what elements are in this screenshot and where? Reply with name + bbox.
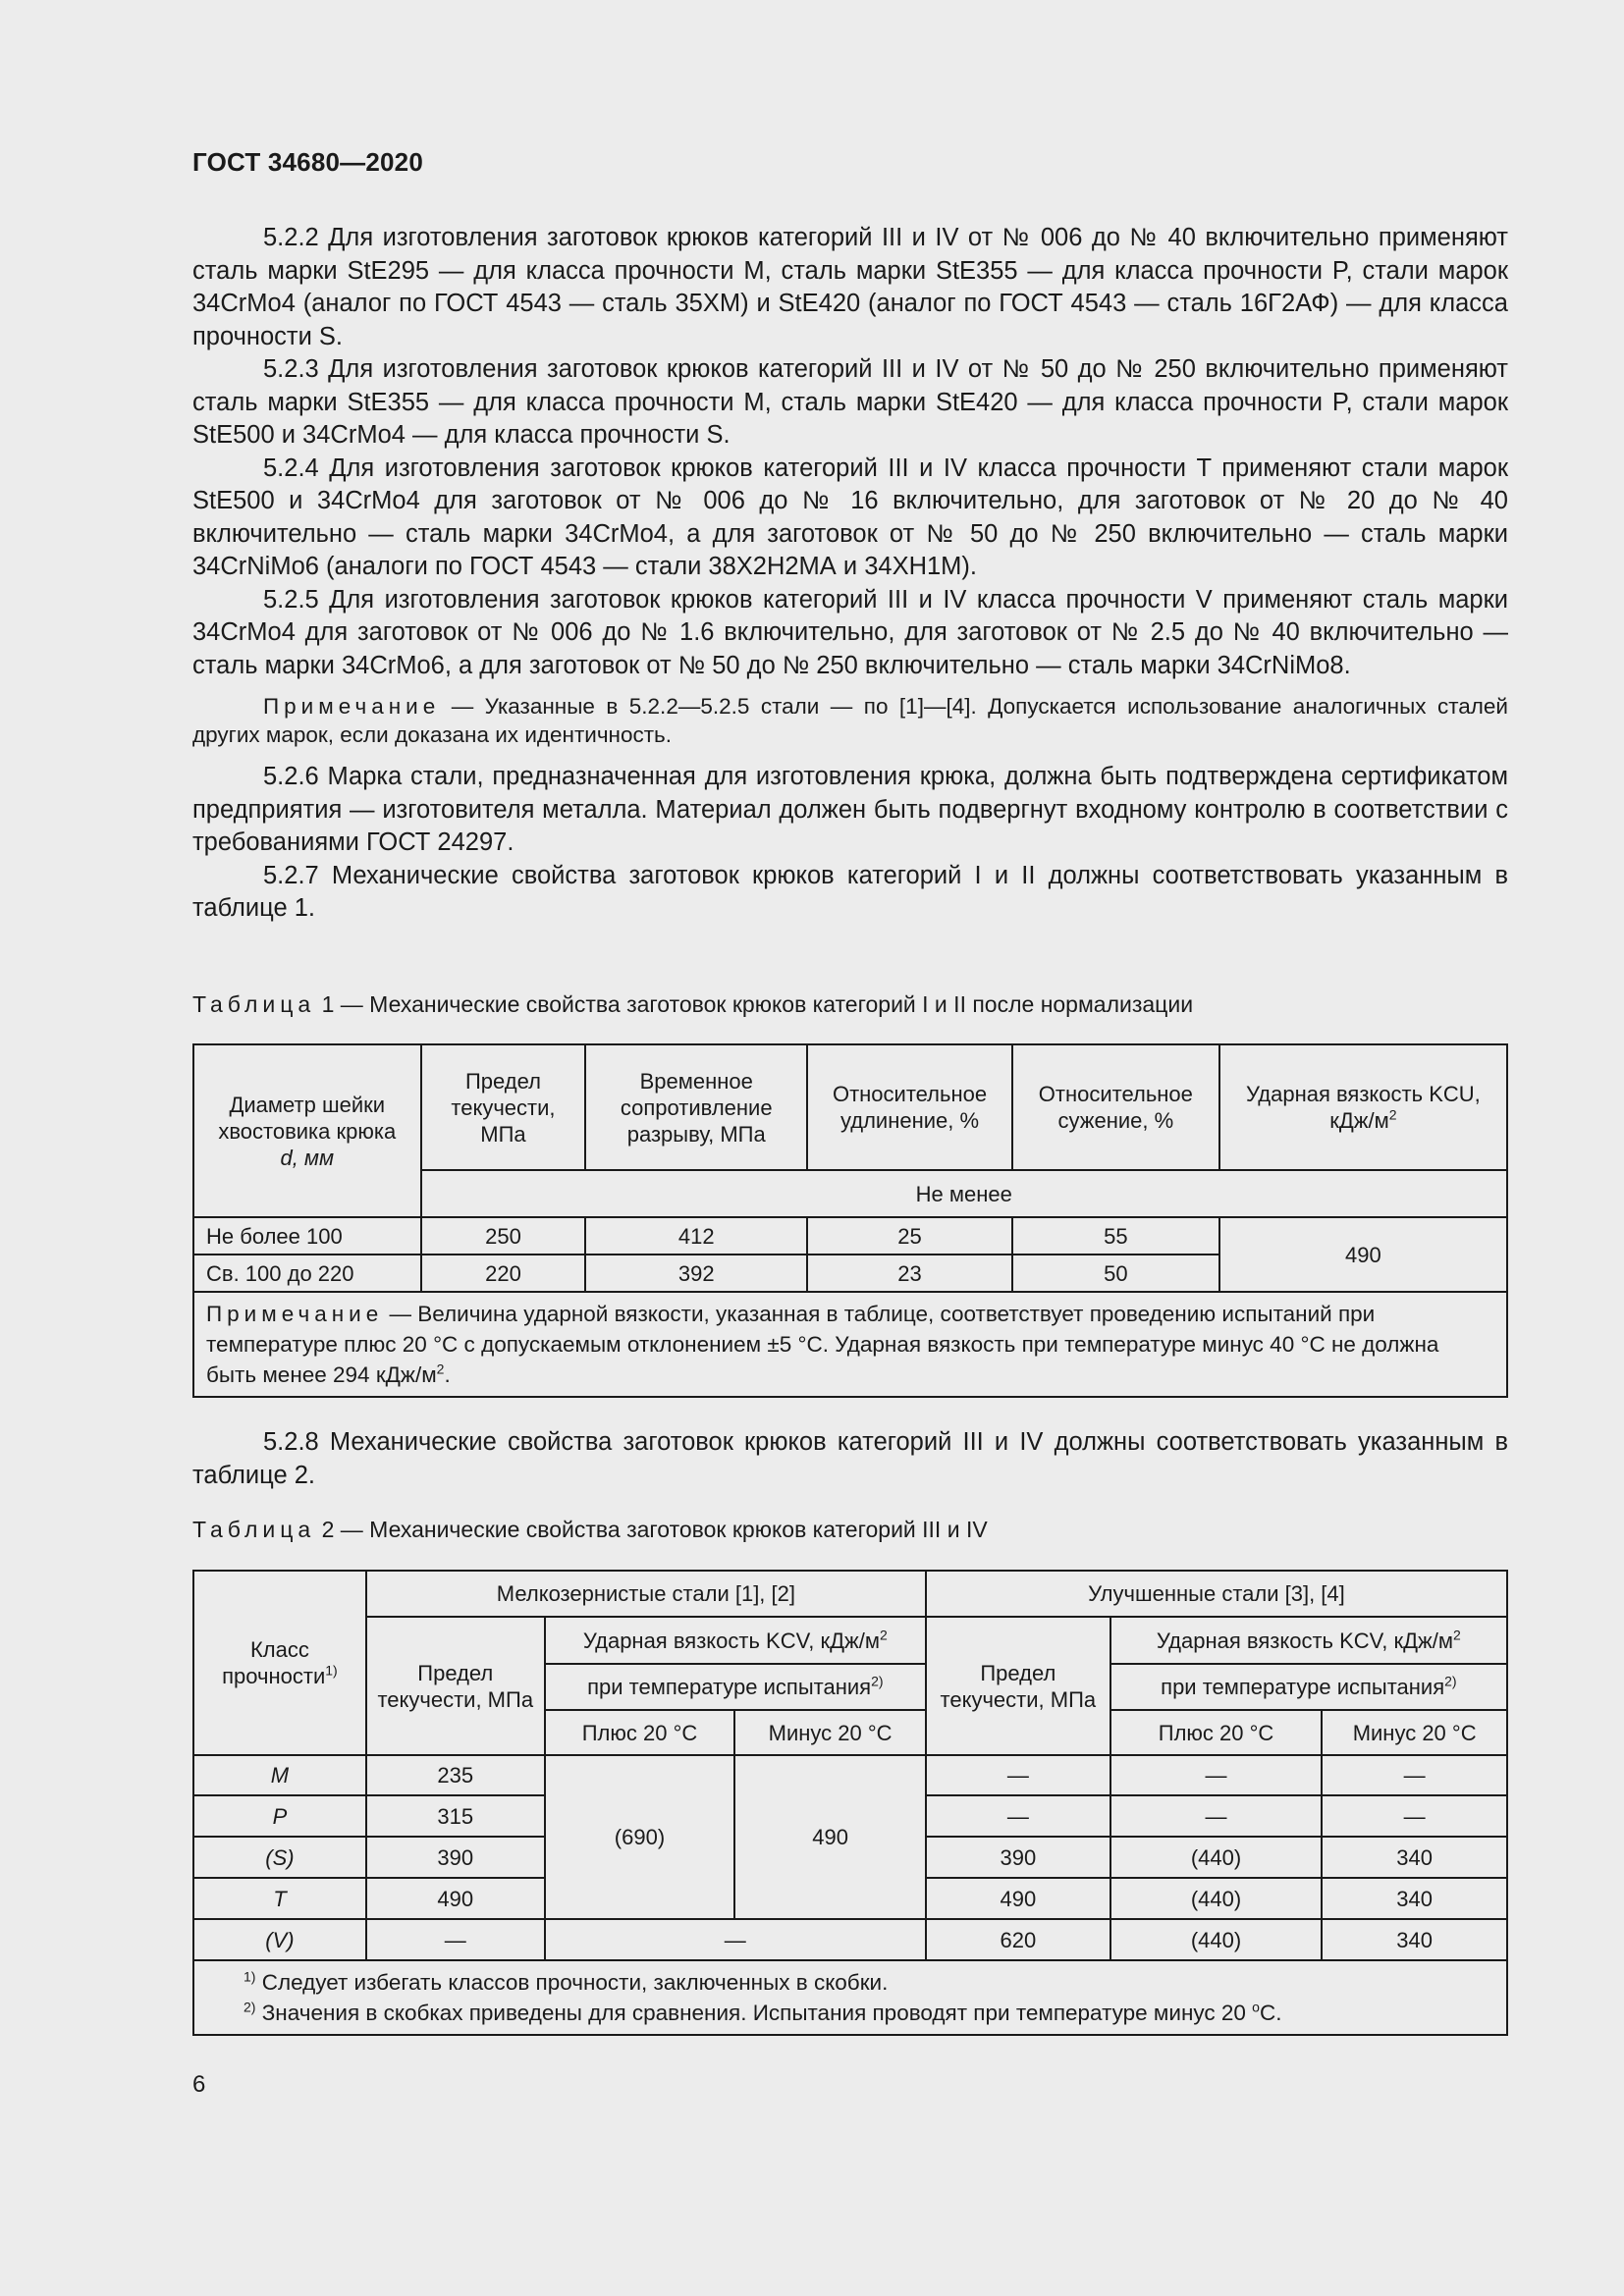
t2-row-v-imp-yield: 620: [926, 1919, 1110, 1960]
t2-header-yield-improved: Предел текучести, МПа: [926, 1617, 1110, 1755]
t2-row-s-yield: 390: [366, 1837, 545, 1878]
t2-row-p-class: P: [193, 1795, 366, 1837]
body-text-2: [192, 1426, 1508, 1492]
t2-row-p-imp-plus: —: [1110, 1795, 1323, 1837]
doc-header: ГОСТ 34680—2020: [192, 147, 423, 177]
t2-header-class: Класс прочности$^{1)}$: [193, 1571, 366, 1755]
table1-caption-label: Таблица: [192, 991, 316, 1017]
t2-row-t-imp-plus: (440): [1110, 1878, 1323, 1919]
t1-header-elongation: Относительное удлинение, %: [807, 1044, 1012, 1170]
t1-row1-yield: 250: [421, 1217, 586, 1255]
t1-row1-reduction: 55: [1012, 1217, 1219, 1255]
t2-header-fine: Мелкозернистые стали [1], [2]: [366, 1571, 926, 1617]
t2-row-s-imp-minus: 340: [1322, 1837, 1507, 1878]
body-text: [192, 222, 1508, 926]
t2-row-s-imp-plus: (440): [1110, 1837, 1323, 1878]
t2-row-m-class: M: [193, 1755, 366, 1795]
t2-row-m-yield: 235: [366, 1755, 545, 1795]
paragraph-5-2-7: 5.2.7 Механические свойства заготовок крюков категорий I и II должны соответствовать указанным в таблице 1.: [192, 861, 1508, 922]
t1-row2-diameter: Св. 100 до 220: [193, 1255, 421, 1292]
t2-row-p-imp-yield: —: [926, 1795, 1110, 1837]
t2-row-t-imp-minus: 340: [1322, 1878, 1507, 1919]
t2-row-v-yield: —: [366, 1919, 545, 1960]
t2-footnote-2: $^{2)}$ Значения в скобках приведены для сравнения. Испытания проводят при температуре минус 20 $^о$С.: [244, 1999, 1282, 2025]
t1-row2-elongation: 23: [807, 1255, 1012, 1292]
t1-header-reduction: Относительное сужение, %: [1012, 1044, 1219, 1170]
t2-header-impact-improved: Ударная вязкость KCV, кДж/$м^2$: [1110, 1617, 1507, 1664]
table2-caption: [192, 1517, 988, 1543]
t2-header-plus20-improved: Плюс 20 °С: [1110, 1710, 1323, 1755]
t2-row-m-imp-yield: —: [926, 1755, 1110, 1795]
t2-row-m-imp-plus: —: [1110, 1755, 1323, 1795]
t2-row-v-fine-impact: —: [545, 1919, 926, 1960]
t2-row-v-imp-minus: 340: [1322, 1919, 1507, 1960]
t2-row-p-imp-minus: —: [1322, 1795, 1507, 1837]
paragraph-5-2-2: 5.2.2 Для изготовления заготовок крюков категорий III и IV от № 006 до № 40 включительно применяют сталь марки StE295 — для класса прочности M, сталь марки StE355 — для класса прочности P, стали марок 34CrMo4 (аналог по ГОСТ 4543 — сталь 35ХМ) и StE420 (аналог по ГОСТ 4543 — сталь 16Г2АФ) — для класса прочности S.: [192, 224, 1508, 350]
t2-header-improved: Улучшенные стали [3], [4]: [926, 1571, 1507, 1617]
page-number: 6: [192, 2071, 206, 2098]
t2-row-v-imp-plus: (440): [1110, 1919, 1323, 1960]
t2-header-testtemp-improved: при температуре испытания$^{2)}$: [1110, 1664, 1507, 1710]
t2-row-v-class: (V): [193, 1919, 366, 1960]
table1-caption: [192, 991, 1193, 1018]
table2-caption-text: 2 — Механические свойства заготовок крюков категорий III и IV: [315, 1517, 988, 1542]
t2-header-yield-fine: Предел текучести, МПа: [366, 1617, 545, 1755]
t1-row2-tensile: 392: [585, 1255, 807, 1292]
t1-row2-reduction: 50: [1012, 1255, 1219, 1292]
t2-header-testtemp-fine: при температуре испытания$^{2)}$: [545, 1664, 926, 1710]
t1-row1-tensile: 412: [585, 1217, 807, 1255]
t1-impact-value: 490: [1219, 1217, 1507, 1292]
t2-row-s-class: (S): [193, 1837, 366, 1878]
paragraph-5-2-8: 5.2.8 Механические свойства заготовок крюков категорий III и IV должны соответствовать указанным в таблице 2.: [192, 1428, 1508, 1489]
t1-row1-diameter: Не более 100: [193, 1217, 421, 1255]
t1-header-yield: Предел текучести, МПа: [421, 1044, 586, 1170]
note-text: — Указанные в 5.2.2—5.2.5 стали — по [1]—[4]. Допускается использование аналогичных сталей других марок, если доказана их идентичность.: [192, 694, 1508, 747]
t1-note: Примечание — Величина ударной вязкости, указанная в таблице, соответствует проведению испытаний при температуре плюс 20 °С с допускаемым отклонением ±5 °С. Ударная вязкость при температуре минус 40 °С не должна быть менее 294 кДж/$м^2$.: [193, 1292, 1507, 1397]
note-label: Примечание: [263, 694, 441, 719]
table2-caption-label: Таблица: [192, 1517, 316, 1542]
t2-footnote-1: $^{1)}$ Следует избегать классов прочности, заключенных в скобки.: [244, 1968, 889, 1995]
t2-header-impact-fine: Ударная вязкость KCV, кДж/$м^2$: [545, 1617, 926, 1664]
paragraph-5-2-4: 5.2.4 Для изготовления заготовок крюков категорий III и IV класса прочности T применяют стали марок StE500 и 34CrMo4 для заготовок от № 006 до № 16 включительно, для заготовок от № 20 до № 40 включительно — сталь марки 34CrMo4, а для заготовок от № 50 до № 250 включительно — сталь марки 34CrNiMo6 (аналоги по ГОСТ 4543 — стали 38Х2Н2МА и 34ХН1М).: [192, 454, 1508, 580]
t2-row-s-imp-yield: 390: [926, 1837, 1110, 1878]
t1-row2-yield: 220: [421, 1255, 586, 1292]
paragraph-5-2-5: 5.2.5 Для изготовления заготовок крюков категорий III и IV класса прочности V применяют сталь марки 34CrMo4 для заготовок от № 006 до № 1.6 включительно, для заготовок от № 2.5 до № 40 включительно — сталь марки 34CrMo6, а для заготовок от № 50 до № 250 включительно — сталь марки 34CrNiMo8.: [192, 585, 1508, 679]
t2-row-t-yield: 490: [366, 1878, 545, 1919]
t2-row-t-class: T: [193, 1878, 366, 1919]
t2-header-minus20-fine: Минус 20 °С: [734, 1710, 926, 1755]
t2-footnotes: [193, 1960, 1507, 2035]
t2-row-m-imp-minus: —: [1322, 1755, 1507, 1795]
t1-header-min: Не менее: [421, 1170, 1507, 1217]
t1-header-impact: Ударная вязкость KCU, кДж/$м^2$: [1219, 1044, 1507, 1170]
t2-header-plus20-fine: Плюс 20 °С: [545, 1710, 735, 1755]
t1-header-diameter: Диаметр шейки хвостовика крюка d, мм: [193, 1044, 421, 1217]
table-2: [192, 1570, 1508, 2036]
t1-row1-elongation: 25: [807, 1217, 1012, 1255]
paragraph-5-2-6: 5.2.6 Марка стали, предназначенная для изготовления крюка, должна быть подтверждена сертификатом предприятия — изготовителя металла. Материал должен быть подвергнут входному контролю в соответствии с требованиями ГОСТ 24297.: [192, 763, 1508, 856]
table-1: [192, 1043, 1508, 1398]
t2-header-minus20-improved: Минус 20 °С: [1322, 1710, 1507, 1755]
paragraph-5-2-3: 5.2.3 Для изготовления заготовок крюков категорий III и IV от № 50 до № 250 включительно применяют сталь марки StE355 — для класса прочности M, сталь марки StE420 — для класса прочности P, стали марок StE500 и 34CrMo4 — для класса прочности S.: [192, 355, 1508, 449]
t1-header-tensile: Временное сопротивление разрыву, МПа: [585, 1044, 807, 1170]
t2-row-t-imp-yield: 490: [926, 1878, 1110, 1919]
t2-row-p-yield: 315: [366, 1795, 545, 1837]
t2-fine-minus20: 490: [734, 1755, 926, 1919]
note: [192, 692, 1508, 749]
t2-fine-plus20: (690): [545, 1755, 735, 1919]
table1-caption-text: 1 — Механические свойства заготовок крюков категорий I и II после нормализации: [315, 991, 1194, 1017]
